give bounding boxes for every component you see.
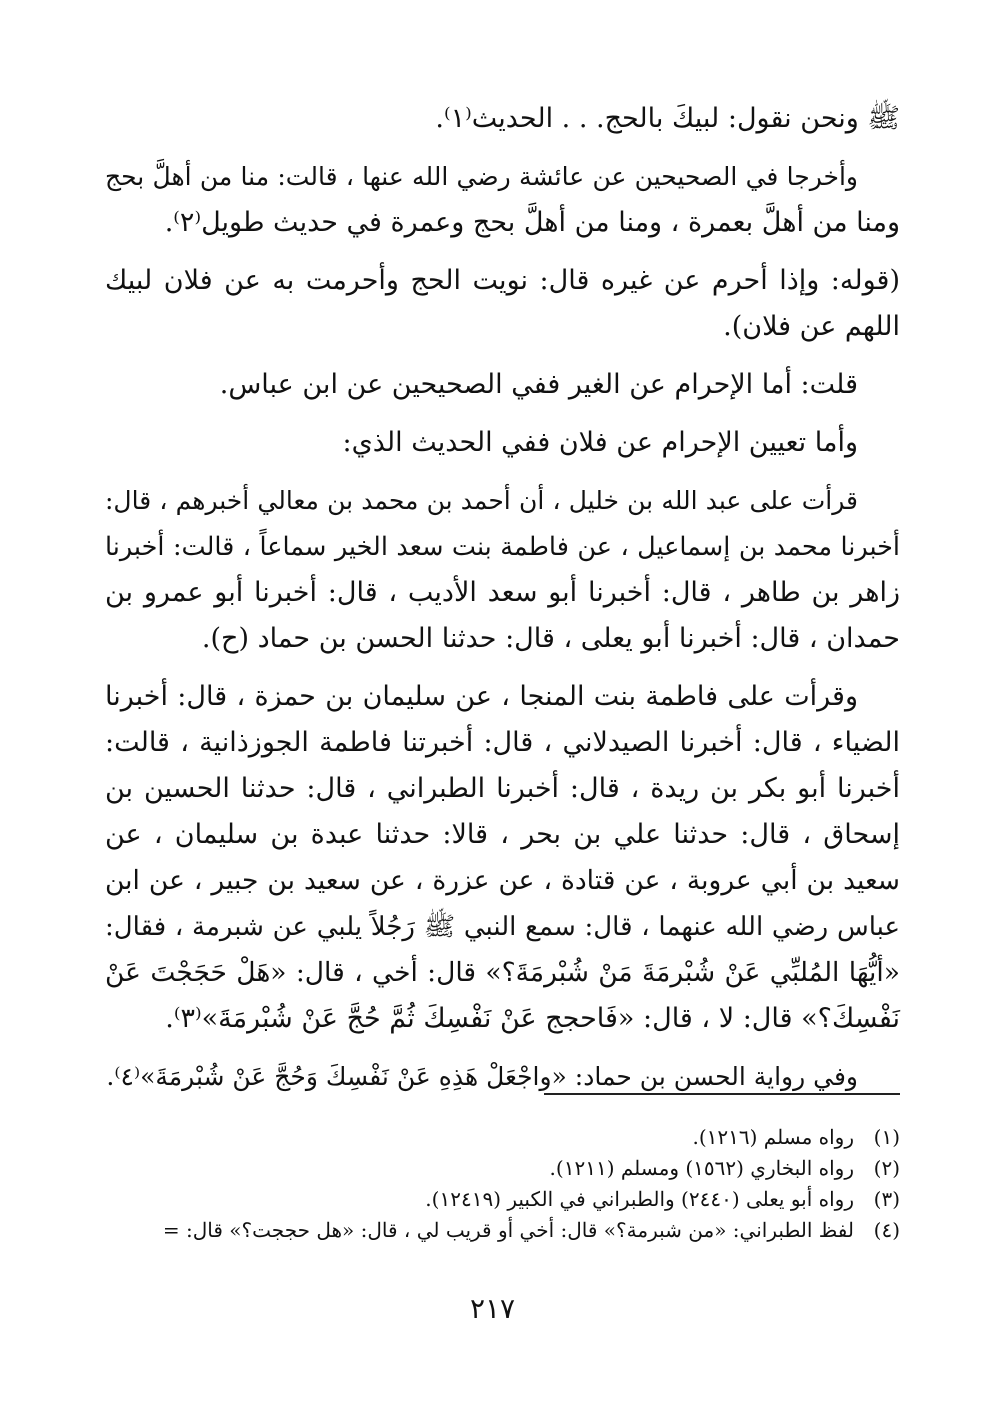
text-line: وفي رواية الحسن بن حماد: «واجْعَلْ هَذِهِ عَنْ نَفْسِكَ وَحُجَّ عَنْ شُبْرمَةَ»⁽٤⁾. [106,1062,858,1091]
text-line: حمدان ، قال: أخبرنا أبو يعلى ، قال: حدثنا الحسن بن حماد (ح). [201,623,900,654]
text-line: ومنا من أهلَّ بعمرة ، ومنا من أهلَّ بحج وعمرة في حديث طويل⁽٢⁾. [164,207,900,238]
text-line: قرأت على عبد الله بن خليل ، أن أحمد بن محمد بن معالي أخبرهم ، قال: [105,486,858,515]
text-line: وقرأت على فاطمة بنت المنجا ، عن سليمان بن حمزة ، قال: أخبرنا [105,681,858,712]
footnote-number: (١) [873,1125,900,1149]
footnote-number: (٢) [873,1156,900,1180]
text-line: سعيد بن أبي عروبة ، عن قتادة ، عن عزرة ، عن سعيد بن جبير ، عن ابن [105,865,900,896]
text-line: أخبرنا محمد بن إسماعيل ، عن فاطمة بنت سعد الخير سماعاً ، قالت: أخبرنا [105,532,900,562]
footnote [105,1122,900,1153]
footnote-text: لفظ الطبراني: «من شبرمة؟» قال: أخي أو قريب لي ، قال: «هل حججت؟» قال: = [162,1218,854,1242]
footnote-number: (٤) [873,1218,900,1242]
footnote [105,1215,900,1246]
footnote [105,1184,900,1215]
text-line: أخبرنا أبو بكر بن ريدة ، قال: أخبرنا الطبراني ، قال: حدثنا الحسين بن [105,773,900,804]
footnotes [105,1122,900,1246]
paragraph-gap [105,1042,900,1054]
footnote-separator [544,1093,900,1095]
text-line: (قوله: وإذا أحرم عن غيره قال: نويت الحج وأحرمت به عن فلان لبيك [105,265,900,296]
text-line: وأخرجا في الصحيحين عن عائشة رضي الله عنها ، قالت: منا من أهلَّ بحج [105,162,858,191]
text-line: قلت: أما الإحرام عن الغير ففي الصحيحين عن ابن عباس. [219,369,858,400]
text-line: زاهر بن طاهر ، قال: أخبرنا أبو سعد الأديب ، قال: أخبرنا أبو عمرو بن [105,577,900,608]
paragraph-gap [105,142,900,154]
footnote-text: رواه البخاري (١٥٦٢) ومسلم (١٢١١). [549,1156,854,1180]
paragraph-gap [105,408,900,420]
footnote-text: رواه أبو يعلى (٢٤٤٠) والطبراني في الكبير (١٢٤١٩). [425,1187,854,1211]
text-line: اللهم عن فلان). [723,311,900,342]
text-line: عباس رضي الله عنهما ، قال: سمع النبي ﷺ رَجُلاً يلبي عن شبرمة ، فقال: [105,912,900,942]
text-line: نَفْسِكَ؟» قال: لا ، قال: «فَاحجج عَنْ نَفْسِكَ ثُمَّ حُجَّ عَنْ شُبْرمَةَ»⁽٣⁾. [165,1003,900,1034]
page-number: ٢١٧ [469,1292,516,1325]
footnote-text: رواه مسلم (١٢١٦). [692,1125,854,1149]
main-text [105,96,900,1100]
text-line: وأما تعيين الإحرام عن فلان ففي الحديث الذي: [342,427,858,458]
footnote [105,1153,900,1184]
paragraph-gap [105,246,900,258]
text-line: إسحاق ، قال: حدثنا علي بن بحر ، قالا: حدثنا عبدة بن سليمان ، عن [105,819,900,850]
text-line: ﷺ ونحن نقول: لبيكَ بالحج. . . الحديث⁽١⁾. [435,103,900,134]
paragraph-gap [105,662,900,674]
footnote-number: (٣) [873,1187,900,1211]
paragraph-gap [105,350,900,362]
text-line: الضياء ، قال: أخبرنا الصيدلاني ، قال: أخبرتنا فاطمة الجوزذانية ، قالت: [105,727,900,758]
paragraph-gap [105,466,900,478]
text-line: «أيُّهَا المُلبِّي عَنْ شُبْرمَةَ مَنْ شُبْرمَةَ؟» قال: أخي ، قال: «هَلْ حَجَجْتَ عَنْ [105,957,900,988]
